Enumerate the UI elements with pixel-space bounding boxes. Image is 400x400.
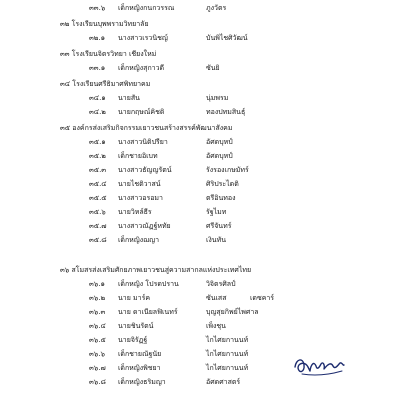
given-name: เด็กชายณัฐนัย xyxy=(118,350,162,358)
signature xyxy=(292,353,346,379)
section-heading xyxy=(0,121,400,135)
item-number: ๓๕.๒ xyxy=(89,152,106,160)
list-item xyxy=(0,163,400,177)
section-title: ๓๒ โรงเรียนบุพพรามวิทยาลัย xyxy=(60,20,149,28)
item-number: ๓๕.๗ xyxy=(89,222,107,230)
given-name: นายไชติวาสน์ xyxy=(118,180,161,188)
list-item xyxy=(0,105,400,119)
surname: ซันเสส xyxy=(206,294,227,302)
item-number: ๓๖.๕ xyxy=(89,336,106,344)
section-heading xyxy=(0,77,400,91)
list-item xyxy=(0,1,400,15)
section-heading xyxy=(0,263,400,277)
item-number: ๓๕.๓ xyxy=(89,166,107,174)
list-item xyxy=(0,177,400,191)
surname: ทองปทมสินธุ์ xyxy=(206,108,246,116)
item-number: ๓๕.๕ xyxy=(89,194,107,202)
given-name: นายวิหล์ธีร xyxy=(118,208,152,216)
item-number: ๓๕.๘ xyxy=(89,236,107,244)
item-number: ๓๖.๒ xyxy=(89,294,106,302)
given-name: เด็กหญิงกนกวรรณ xyxy=(118,4,175,12)
item-number: ๓๕.๖ xyxy=(89,208,106,216)
surname: ศรีจันทร์ xyxy=(206,222,232,230)
item-number: ๓๖.๗ xyxy=(89,364,106,372)
section-title: ๓๕ องค์กรส่งเสริมกิจกรรมเยาวชนสร้างสรรค์พัฒนาสังคม xyxy=(60,124,233,132)
list-item xyxy=(0,205,400,219)
given-name: นางสาวธัญญรัตน์ xyxy=(118,166,172,174)
given-name: เด็กหญิงสุกาวดี xyxy=(118,64,165,72)
surname: บันพิไชศิวัฒน์ xyxy=(206,34,248,42)
middle-name: เดซคาร์ xyxy=(250,294,275,302)
list-item xyxy=(0,31,400,45)
list-item xyxy=(0,135,400,149)
list-item xyxy=(0,277,400,291)
surname: อัศดบุหป์ xyxy=(206,138,233,146)
given-name: เด็กหญิงธริมญา xyxy=(118,378,166,386)
surname: บุญสุยกิพย์ไพศาล xyxy=(206,308,259,316)
item-number: ๓๓.๖ xyxy=(89,4,106,12)
item-number: ๓๕.๔ xyxy=(89,180,107,188)
surname: ภูงวัตร xyxy=(206,4,227,12)
surname: รังรองเกษมัทร์ xyxy=(206,166,249,174)
given-name: นาย ดาเนียลฟิเนทร์ xyxy=(118,308,178,316)
given-name: นางสาวเรวนิชญ์ xyxy=(118,34,168,42)
list-item xyxy=(0,305,400,319)
list-item xyxy=(0,219,400,233)
surname: เพ็งชุน xyxy=(206,322,226,330)
section-heading xyxy=(0,17,400,31)
given-name: นางสาวนิติปรียา xyxy=(118,138,168,146)
surname: อัศดบุหป์ xyxy=(206,152,233,160)
given-name: เด็กชายอิเบท xyxy=(118,152,158,160)
list-item xyxy=(0,91,400,105)
section-heading xyxy=(0,47,400,61)
surname: ตรีอินทอง xyxy=(206,194,236,202)
item-number: ๓๒.๑ xyxy=(89,34,106,42)
surname: ไกไศยกานนท์ xyxy=(206,364,249,372)
given-name: เด็กหญิงพิชยา xyxy=(118,364,161,372)
surname: ซันยิ xyxy=(206,64,220,72)
item-number: ๓๔.๑ xyxy=(89,94,106,102)
surname: เงินทัน xyxy=(206,236,226,244)
list-item xyxy=(0,191,400,205)
list-item xyxy=(0,233,400,247)
item-number: ๓๕.๑ xyxy=(89,138,106,146)
item-number: ๓๖.๖ xyxy=(89,350,105,358)
list-item xyxy=(0,333,400,347)
given-name: นายกฤษณ์คิชดิ xyxy=(118,108,165,116)
surname: อัศดศาสตร์ xyxy=(206,378,241,386)
list-item xyxy=(0,319,400,333)
given-name: นาย มาร์ค xyxy=(118,294,151,302)
surname: ไกไศยกานนท์ xyxy=(206,350,249,358)
item-number: ๓๖.๔ xyxy=(89,322,106,330)
section-title: ๓๓ โรงเรียนจิตรวิทยา เชียงใหม่ xyxy=(60,50,157,58)
given-name: นางสาวณัฏฐ์หทัย xyxy=(118,222,171,230)
given-name: นายสัน xyxy=(118,94,140,102)
given-name: นางสาวอรอมา xyxy=(118,194,163,202)
surname: วิจิตรศิลป์ xyxy=(206,280,236,288)
surname: รัฐไมท xyxy=(206,208,227,216)
list-item xyxy=(0,61,400,75)
item-number: ๓๓.๑ xyxy=(89,64,106,72)
given-name: นายจิรัฏฐ์ xyxy=(118,336,148,344)
list-item xyxy=(0,149,400,163)
surname: นุ่มพรม xyxy=(206,94,229,102)
item-number: ๓๔.๒ xyxy=(89,108,106,116)
item-number: ๓๖.๘ xyxy=(89,378,106,386)
item-number: ๓๖.๑ xyxy=(89,280,105,288)
section-title: ๓๖ สโมสรส่งเสริมศักยภาพเยาวชนสู่ความสากลแห่งประเทศไทย xyxy=(60,266,252,274)
given-name: เด็กหญิง โปรดปราน xyxy=(118,280,179,288)
given-name: นายชินรัตน์ xyxy=(118,322,154,330)
surname: ไกไศยกานนท์ xyxy=(206,336,249,344)
item-number: ๓๖.๓ xyxy=(89,308,106,316)
list-item xyxy=(0,291,400,305)
surname: ศิริประไดติ xyxy=(206,180,239,188)
given-name: เด็กหญิงฌญา xyxy=(118,236,160,244)
section-title: ๓๔ โรงเรียนศรีธิมาศพิทยาคม xyxy=(60,80,151,88)
